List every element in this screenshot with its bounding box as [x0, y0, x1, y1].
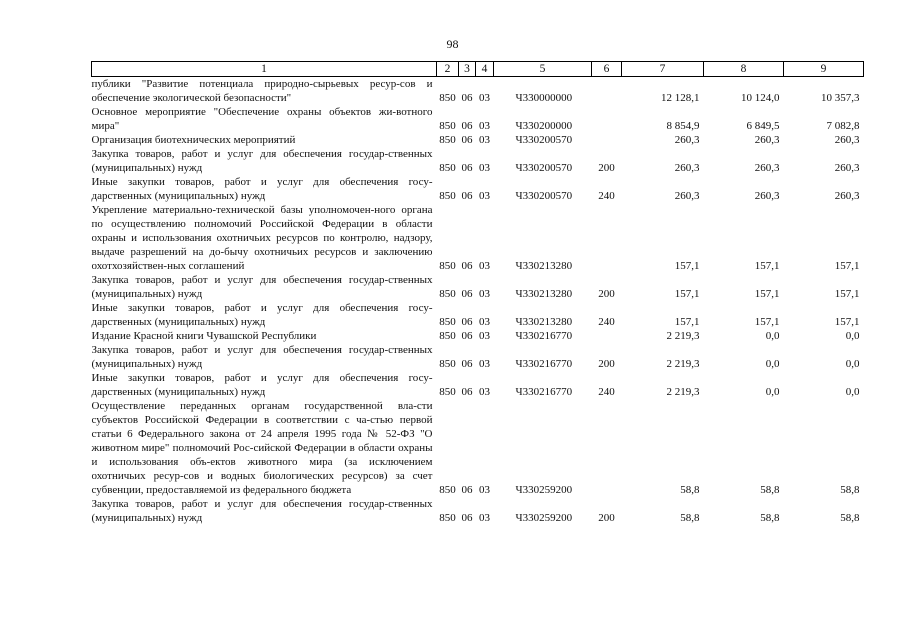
column-header-9: 9 [784, 62, 864, 77]
row-code: Ч330213280 [515, 260, 573, 272]
header-row [92, 62, 864, 77]
row-gr: 850 [439, 162, 456, 174]
row-vr [592, 77, 622, 106]
row-vr: 240 [598, 190, 615, 202]
budget-table [91, 61, 864, 525]
table-row [92, 105, 864, 133]
row-description: Закупка товаров, работ и услуг для обеспечения государ-ственных (муниципальных) нужд [91, 148, 433, 174]
row-gr: 850 [439, 512, 456, 524]
row-amount-3: 0,0 [845, 330, 860, 342]
row-amount-3: 157,1 [834, 288, 860, 300]
table-row [92, 399, 864, 497]
row-rz: 06 [461, 120, 473, 132]
table-header [92, 62, 864, 77]
row-description: Закупка товаров, работ и услуг для обеспечения государ-ственных (муниципальных) нужд [91, 498, 433, 524]
row-pr: 03 [479, 120, 490, 132]
row-code: Ч330259200 [515, 484, 573, 496]
row-amount-3: 260,3 [834, 134, 860, 146]
row-pr: 03 [479, 386, 490, 398]
row-pr: 03 [479, 288, 490, 300]
page-number: 98 [446, 37, 459, 51]
row-vr: 200 [598, 162, 615, 174]
column-header-4: 4 [476, 62, 494, 77]
row-amount-1: 2 219,3 [666, 330, 700, 342]
row-rz: 06 [461, 288, 473, 300]
row-code: Ч330213280 [515, 316, 573, 328]
table-row [92, 147, 864, 175]
row-rz: 06 [461, 162, 473, 174]
row-gr: 850 [439, 484, 456, 496]
table-row [92, 203, 864, 273]
column-header-7: 7 [622, 62, 704, 77]
row-rz: 06 [461, 512, 473, 524]
row-rz: 06 [461, 92, 473, 104]
row-pr: 03 [479, 92, 490, 104]
row-gr: 850 [439, 316, 456, 328]
row-code: Ч330216770 [515, 358, 573, 370]
row-pr: 03 [479, 260, 490, 272]
row-amount-2: 260,3 [754, 162, 780, 174]
row-gr: 850 [439, 288, 456, 300]
row-vr [592, 329, 622, 343]
row-amount-3: 10 357,3 [821, 92, 860, 104]
row-amount-1: 260,3 [674, 190, 700, 202]
row-amount-2: 58,8 [760, 484, 780, 496]
column-header-8: 8 [704, 62, 784, 77]
table-row [92, 497, 864, 525]
row-code: Ч330213280 [515, 288, 573, 300]
row-code: Ч330000000 [515, 92, 573, 104]
row-amount-2: 0,0 [765, 330, 780, 342]
table-body [92, 77, 864, 526]
row-amount-3: 157,1 [834, 316, 860, 328]
row-amount-1: 58,8 [680, 512, 700, 524]
row-amount-2: 10 124,0 [741, 92, 780, 104]
row-description: Закупка товаров, работ и услуг для обеспечения государ-ственных (муниципальных) нужд [91, 344, 433, 370]
row-description: Осуществление переданных органам государственной вла-сти субъектов Российской Федерации в соответствии с ча-стью первой статьи 6 Федерального закона от 24 апреля 1995 года № 52-ФЗ "О животном мире" полномочий Рос-сийской Федерации в области охраны и использования объ-ектов животного мира (за исключением охотничьих ресур-сов и водных биологических ресурсов) за счет субвенции, предоставляемой из федерального бюджета [91, 400, 433, 496]
row-amount-1: 157,1 [674, 260, 700, 272]
row-pr: 03 [479, 162, 490, 174]
row-code: Ч330259200 [515, 512, 573, 524]
table-row [92, 77, 864, 106]
row-code: Ч330216770 [515, 386, 573, 398]
row-description: публики "Развитие потенциала природно-сырьевых ресур-сов и обеспечение экологической безопасности" [91, 78, 433, 104]
row-vr [592, 399, 622, 497]
row-code: Ч330200570 [515, 134, 573, 146]
row-description: Организация биотехнических мероприятий [91, 134, 296, 146]
row-amount-2: 6 849,5 [746, 120, 780, 132]
table-row [92, 273, 864, 301]
row-amount-1: 2 219,3 [666, 386, 700, 398]
row-amount-3: 7 082,8 [826, 120, 860, 132]
row-amount-1: 260,3 [674, 162, 700, 174]
row-description: Основное мероприятие "Обеспечение охраны объектов жи-вотного мира" [91, 106, 433, 132]
row-rz: 06 [461, 134, 473, 146]
row-gr: 850 [439, 260, 456, 272]
table-row [92, 301, 864, 329]
row-pr: 03 [479, 316, 490, 328]
table-row [92, 343, 864, 371]
row-amount-2: 260,3 [754, 134, 780, 146]
row-vr: 200 [598, 512, 615, 524]
row-vr: 200 [598, 288, 615, 300]
row-code: Ч330200000 [515, 120, 573, 132]
row-vr: 240 [598, 386, 615, 398]
row-gr: 850 [439, 386, 456, 398]
row-amount-3: 157,1 [834, 260, 860, 272]
row-vr: 200 [598, 358, 615, 370]
row-rz: 06 [461, 330, 473, 342]
row-description: Иные закупки товаров, работ и услуг для обеспечения госу-дарственных (муниципальных) нужд [91, 302, 433, 328]
row-amount-2: 157,1 [754, 316, 780, 328]
row-amount-1: 58,8 [680, 484, 700, 496]
row-amount-2: 157,1 [754, 288, 780, 300]
row-code: Ч330216770 [515, 330, 573, 342]
column-header-6: 6 [592, 62, 622, 77]
row-pr: 03 [479, 330, 490, 342]
row-amount-3: 0,0 [845, 386, 860, 398]
row-amount-2: 260,3 [754, 190, 780, 202]
row-amount-1: 12 128,1 [661, 92, 700, 104]
row-amount-2: 157,1 [754, 260, 780, 272]
row-amount-1: 8 854,9 [666, 120, 700, 132]
row-description: Закупка товаров, работ и услуг для обеспечения государ-ственных (муниципальных) нужд [91, 274, 433, 300]
table-row [92, 329, 864, 343]
table-row [92, 371, 864, 399]
row-gr: 850 [439, 120, 456, 132]
row-amount-3: 58,8 [840, 484, 860, 496]
row-rz: 06 [461, 260, 473, 272]
row-amount-2: 0,0 [765, 358, 780, 370]
row-rz: 06 [461, 190, 473, 202]
row-code: Ч330200570 [515, 162, 573, 174]
row-description: Укрепление материально-технической базы уполномочен-ного органа по осуществлению полномочий Российской Федерации в области охраны и использования охотничьих ресурсов по контролю, надзору, выдаче разрешений на до-бычу охотничьих ресурсов и заключению охотхозяйствен-ных соглашений [91, 204, 433, 272]
table-row [92, 133, 864, 147]
row-pr: 03 [479, 190, 490, 202]
row-description: Иные закупки товаров, работ и услуг для обеспечения госу-дарственных (муниципальных) нужд [91, 176, 433, 202]
row-code: Ч330200570 [515, 190, 573, 202]
row-amount-2: 58,8 [760, 512, 780, 524]
row-vr [592, 105, 622, 133]
row-vr [592, 203, 622, 273]
row-gr: 850 [439, 358, 456, 370]
row-amount-3: 58,8 [840, 512, 860, 524]
row-description: Иные закупки товаров, работ и услуг для обеспечения госу-дарственных (муниципальных) нужд [91, 372, 433, 398]
row-amount-3: 260,3 [834, 162, 860, 174]
row-vr: 240 [598, 316, 615, 328]
column-header-5: 5 [494, 62, 592, 77]
row-amount-1: 260,3 [674, 134, 700, 146]
row-pr: 03 [479, 358, 490, 370]
row-amount-3: 260,3 [834, 190, 860, 202]
row-pr: 03 [479, 512, 490, 524]
row-rz: 06 [461, 386, 473, 398]
row-gr: 850 [439, 92, 456, 104]
row-gr: 850 [439, 330, 456, 342]
row-rz: 06 [461, 358, 473, 370]
row-gr: 850 [439, 134, 456, 146]
column-header-3: 3 [459, 62, 476, 77]
row-amount-1: 2 219,3 [666, 358, 700, 370]
table-row [92, 175, 864, 203]
row-pr: 03 [479, 484, 490, 496]
row-rz: 06 [461, 316, 473, 328]
column-header-1: 1 [92, 62, 437, 77]
row-vr [592, 133, 622, 147]
row-pr: 03 [479, 134, 490, 146]
row-description: Издание Красной книги Чувашской Республики [91, 330, 317, 342]
column-header-2: 2 [437, 62, 459, 77]
row-amount-2: 0,0 [765, 386, 780, 398]
row-amount-3: 0,0 [845, 358, 860, 370]
row-gr: 850 [439, 190, 456, 202]
row-amount-1: 157,1 [674, 288, 700, 300]
row-amount-1: 157,1 [674, 316, 700, 328]
row-rz: 06 [461, 484, 473, 496]
